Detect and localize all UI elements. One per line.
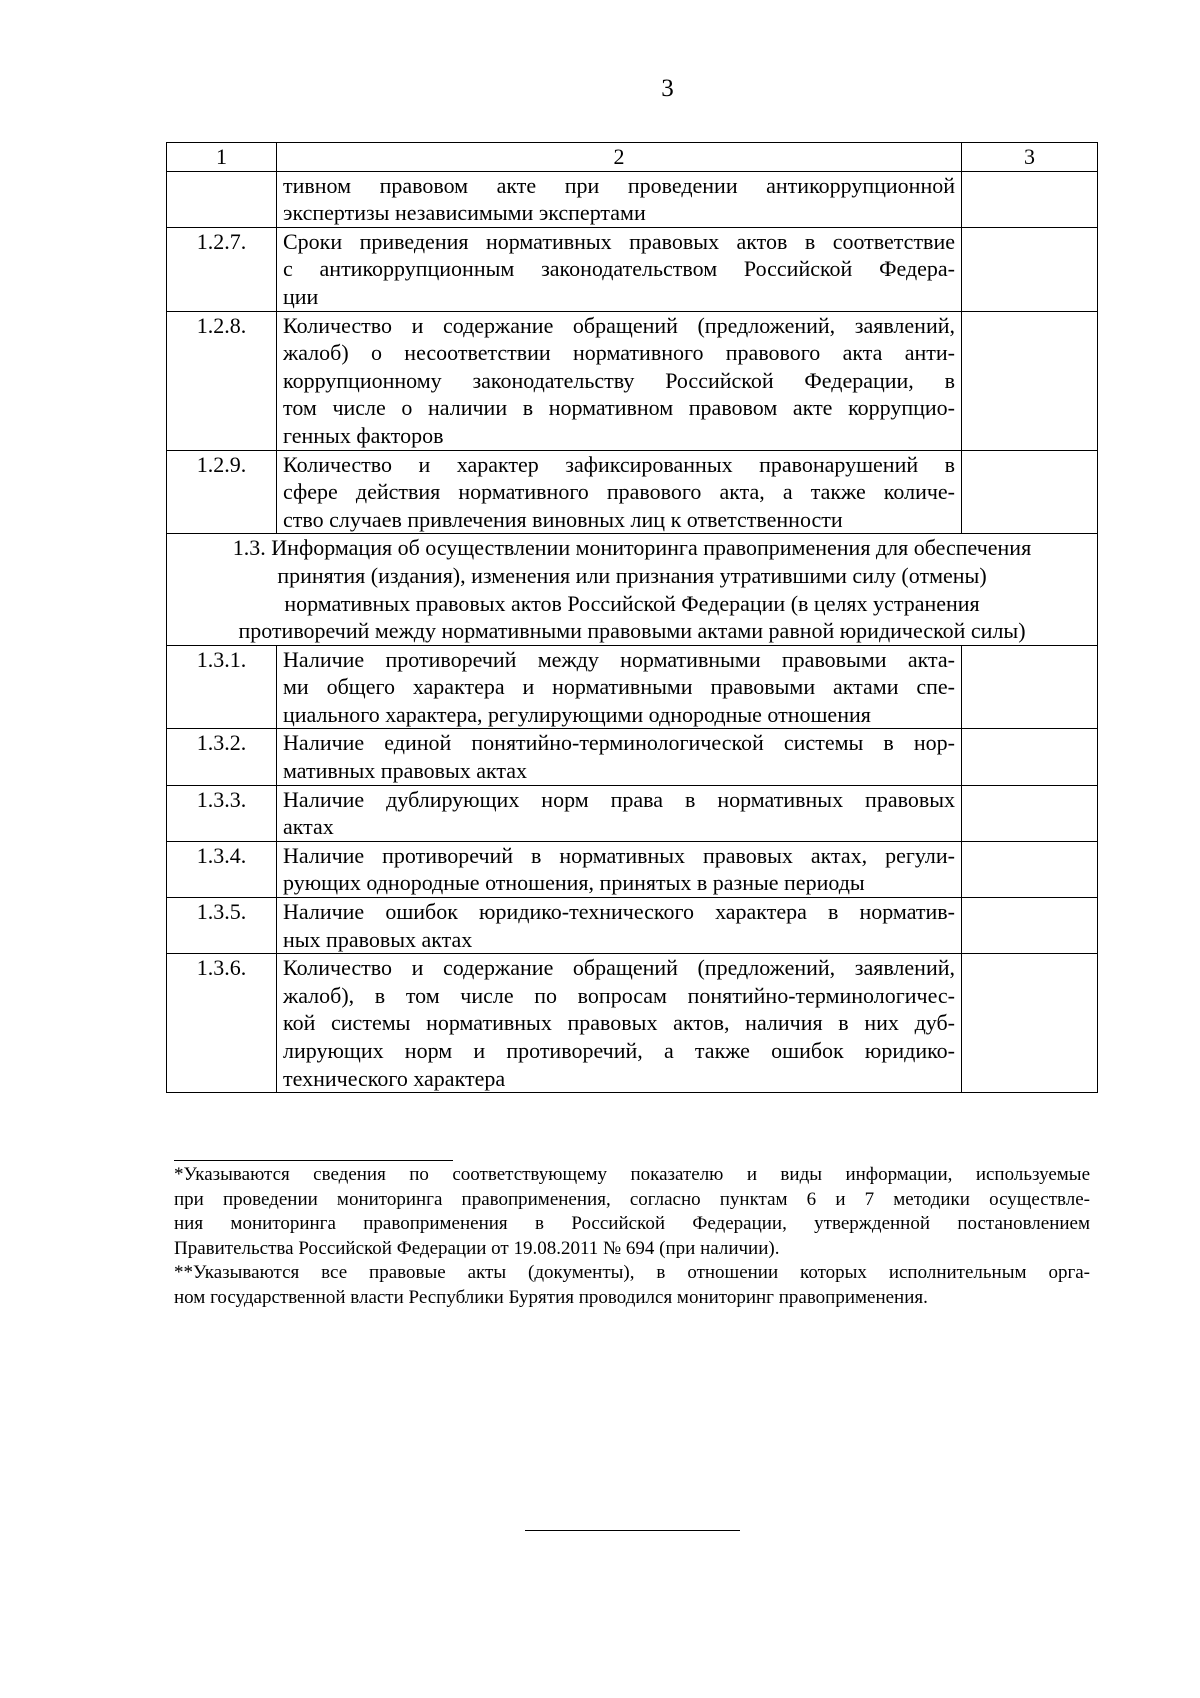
section-heading-line: принятия (издания), изменения или признания утратившими силу (отмены) xyxy=(277,562,987,588)
end-divider xyxy=(525,1530,740,1531)
text-line: ции xyxy=(283,283,319,309)
text-line: лирующих норм и противоречий, а также ошибок юридико- xyxy=(283,1038,955,1063)
row-number: 1.3.5. xyxy=(167,898,277,954)
text-line: рующих однородные отношения, принятых в разные периоды xyxy=(283,870,865,896)
section-heading xyxy=(167,534,1098,645)
row-info-cell xyxy=(962,954,1098,1093)
footnote-divider xyxy=(174,1160,453,1161)
row-number: 1.2.8. xyxy=(167,311,277,450)
row-text xyxy=(277,898,962,954)
footnote-line: ния мониторинга правоприменения в Российской Федерации, утвержденной постановлением xyxy=(174,1213,1090,1234)
table-row-1-3-6 xyxy=(167,954,1098,1093)
text-line: Наличие противоречий между нормативными правовыми акта- xyxy=(283,646,955,672)
table-header-row xyxy=(167,143,1098,172)
text-line: Количество и содержание обращений (предложений, заявлений, xyxy=(283,955,955,981)
footnote-1 xyxy=(174,1163,1090,1261)
column-header-2: 2 xyxy=(277,143,962,172)
text-line: технического характера xyxy=(283,1065,506,1091)
text-line: ных правовых актах xyxy=(283,926,473,952)
row-text xyxy=(277,785,962,841)
table-row-1-2-7 xyxy=(167,227,1098,311)
text-line: сфере действия нормативного правового акта, а также количе- xyxy=(283,479,955,505)
text-line: генных факторов xyxy=(283,422,444,448)
text-line: Наличие ошибок юридико-технического характера в норматив- xyxy=(283,899,955,925)
row-text xyxy=(277,729,962,785)
row-info-cell xyxy=(962,729,1098,785)
text-line: ство случаев привлечения виновных лиц к ответственности xyxy=(283,506,843,532)
table-row-1-3-3 xyxy=(167,785,1098,841)
table-row-1-3-2 xyxy=(167,729,1098,785)
row-text xyxy=(277,954,962,1093)
row-text xyxy=(277,227,962,311)
row-number xyxy=(167,171,277,227)
row-text xyxy=(277,171,962,227)
text-line: коррупционному законодательству Российской Федерации, в xyxy=(283,367,955,393)
text-line: Наличие единой понятийно-терминологической системы в нор- xyxy=(283,730,955,756)
column-header-1: 1 xyxy=(167,143,277,172)
footnotes xyxy=(174,1163,1090,1310)
row-number: 1.3.2. xyxy=(167,729,277,785)
row-text xyxy=(277,311,962,450)
text-line: кой системы нормативных правовых актов, наличия в них дуб- xyxy=(283,1010,955,1036)
monitoring-table xyxy=(166,142,1098,1093)
column-header-3: 3 xyxy=(962,143,1098,172)
text-line: том числе о наличии в нормативном правовом акте коррупцио- xyxy=(283,395,955,421)
row-text xyxy=(277,450,962,534)
table-row-continuation xyxy=(167,171,1098,227)
text-line: Сроки приведения нормативных правовых актов в соответствие xyxy=(283,228,955,254)
text-line: тивном правовом акте при проведении антикоррупционной xyxy=(283,172,955,198)
row-info-cell xyxy=(962,311,1098,450)
row-info-cell xyxy=(962,785,1098,841)
table-section-1-3 xyxy=(167,534,1098,645)
text-line: Количество и содержание обращений (предложений, заявлений, xyxy=(283,312,955,338)
footnote-line: Правительства Российской Федерации от 19.08.2011 № 694 (при наличии). xyxy=(174,1237,780,1259)
text-line: Количество и характер зафиксированных правонарушений в xyxy=(283,451,955,477)
text-line: ми общего характера и нормативными правовыми актами спе- xyxy=(283,674,955,700)
section-heading-line: противоречий между нормативными правовыми актами равной юридической силы) xyxy=(238,618,1026,644)
footnote-line: ном государственной власти Республики Бурятия проводился мониторинг правоприменения. xyxy=(174,1286,928,1308)
row-number: 1.2.7. xyxy=(167,227,277,311)
text-line: жалоб) о несоответствии нормативного правового акта анти- xyxy=(283,340,955,366)
table-row-1-3-1 xyxy=(167,645,1098,729)
text-line: актах xyxy=(283,814,334,840)
table-row-1-3-4 xyxy=(167,841,1098,897)
row-number: 1.3.1. xyxy=(167,645,277,729)
table-row-1-3-5 xyxy=(167,898,1098,954)
footnote-2 xyxy=(174,1261,1090,1310)
table-row-1-2-9 xyxy=(167,450,1098,534)
row-text xyxy=(277,841,962,897)
section-heading-line: нормативных правовых актов Российской Федерации (в целях устранения xyxy=(284,590,980,616)
text-line: циального характера, регулирующими однородные отношения xyxy=(283,701,871,727)
text-line: с антикоррупционным законодательством Российской Федера- xyxy=(283,256,955,282)
footnote-line: при проведении мониторинга правоприменения, согласно пунктам 6 и 7 методики осуществле- xyxy=(174,1188,1090,1210)
section-heading-line: 1.3. Информация об осуществлении мониторинга правоприменения для обеспечения xyxy=(232,535,1032,561)
row-number: 1.3.6. xyxy=(167,954,277,1093)
row-info-cell xyxy=(962,898,1098,954)
text-line: Наличие противоречий в нормативных правовых актах, регули- xyxy=(283,842,955,868)
row-info-cell xyxy=(962,227,1098,311)
footnote-line: *Указываются сведения по соответствующему показателю и виды информации, используемые xyxy=(174,1164,1090,1185)
page-number: 3 xyxy=(661,75,674,102)
text-line: мативных правовых актах xyxy=(283,758,528,784)
footnote-line: **Указываются все правовые акты (документы), в отношении которых исполнительным орга- xyxy=(174,1262,1090,1283)
row-info-cell xyxy=(962,645,1098,729)
text-line: жалоб), в том числе по вопросам понятийно-терминологичес- xyxy=(283,982,955,1008)
row-number: 1.2.9. xyxy=(167,450,277,534)
text-line: экспертизы независимыми экспертами xyxy=(283,200,646,226)
text-line: Наличие дублирующих норм права в нормативных правовых xyxy=(283,786,955,812)
row-info-cell xyxy=(962,450,1098,534)
row-text xyxy=(277,645,962,729)
row-info-cell xyxy=(962,171,1098,227)
row-number: 1.3.3. xyxy=(167,785,277,841)
table-row-1-2-8 xyxy=(167,311,1098,450)
row-info-cell xyxy=(962,841,1098,897)
row-number: 1.3.4. xyxy=(167,841,277,897)
